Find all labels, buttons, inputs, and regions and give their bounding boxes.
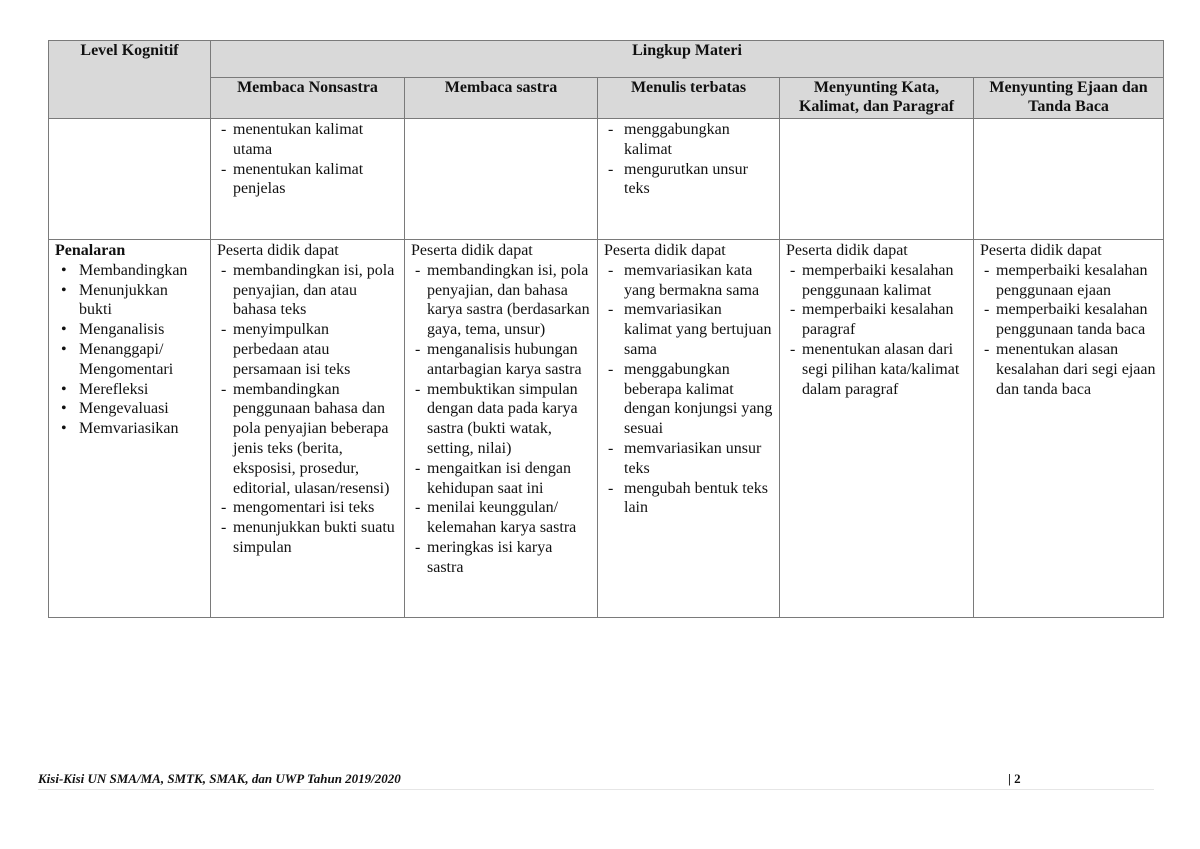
- continued-cell-menyunting-kata: [780, 119, 974, 240]
- list-item: - mengaitkan isi dengan kehidupan saat ini: [411, 459, 591, 499]
- dash-list: [980, 261, 1157, 400]
- dash-list: [217, 261, 398, 558]
- list-item: • Menanggapi/ Mengomentari: [55, 340, 204, 380]
- list-item: • Menunjukkan bukti: [55, 281, 204, 321]
- penalaran-level-cell: [49, 240, 211, 618]
- continued-cell-menulis: [598, 119, 780, 240]
- list-item: - menggabungkan beberapa kalimat dengan konjungsi yang sesuai: [604, 360, 773, 439]
- list-item: - mengomentari isi teks: [217, 498, 398, 518]
- list-item: - memperbaiki kesalahan penggunaan ejaan: [980, 261, 1157, 301]
- continued-level-cell: [49, 119, 211, 240]
- cell-intro: Peserta didik dapat: [217, 242, 339, 259]
- list-item: • Membandingkan: [55, 261, 204, 281]
- list-item: - membuktikan simpulan dengan data pada karya sastra (bukti watak, setting, nilai): [411, 380, 591, 459]
- penalaran-row: [49, 240, 1164, 618]
- list-item: • Merefleksi: [55, 380, 204, 400]
- list-item: - membandingkan isi, pola penyajian, dan atau bahasa teks: [217, 261, 398, 320]
- list-item: - menggabungkan kalimat: [604, 120, 773, 160]
- penalaran-cell-nonsastra: [211, 240, 405, 618]
- list-item: - menunjukkan bukti suatu simpulan: [217, 518, 398, 558]
- column-header: Menyunting Ejaan dan Tanda Baca: [974, 78, 1164, 119]
- column-header: Menyunting Kata, Kalimat, dan Paragraf: [780, 78, 974, 119]
- header-row-1: [49, 41, 1164, 78]
- kisi-table: [48, 40, 1164, 618]
- list-item: - mengurutkan unsur teks: [604, 160, 773, 200]
- page-footer: [38, 771, 1154, 790]
- dash-list: [786, 261, 967, 400]
- column-header: Membaca sastra: [405, 78, 598, 119]
- lingkup-materi-header: Lingkup Materi: [211, 41, 1164, 78]
- page-number: | 2: [1008, 771, 1021, 786]
- list-item: - menentukan kalimat penjelas: [217, 160, 398, 200]
- level-kognitif-header: Level Kognitif: [49, 41, 211, 119]
- list-item: - mengubah bentuk teks lain: [604, 479, 773, 519]
- continued-row: [49, 119, 1164, 240]
- penalaran-cell-sastra: [405, 240, 598, 618]
- level-title: Penalaran: [55, 242, 126, 259]
- list-item: - menentukan alasan kesalahan dari segi ejaan dan tanda baca: [980, 340, 1157, 399]
- list-item: - menilai keunggulan/ kelemahan karya sastra: [411, 498, 591, 538]
- dash-list: [411, 261, 591, 578]
- cell-intro: Peserta didik dapat: [604, 242, 726, 259]
- list-item: • Memvariasikan: [55, 419, 204, 439]
- list-item: - menentukan alasan dari segi pilihan kata/kalimat dalam paragraf: [786, 340, 967, 399]
- list-item: - memperbaiki kesalahan penggunaan kalimat: [786, 261, 967, 301]
- continued-cell-sastra: [405, 119, 598, 240]
- dash-list: [217, 120, 398, 199]
- list-item: - memperbaiki kesalahan penggunaan tanda baca: [980, 300, 1157, 340]
- list-item: - memvariasikan kalimat yang bertujuan sama: [604, 300, 773, 359]
- header-row-2: [49, 78, 1164, 119]
- footer-title: Kisi-Kisi UN SMA/MA, SMTK, SMAK, dan UWP Tahun 2019/2020: [38, 771, 401, 786]
- list-item: - memvariasikan kata yang bermakna sama: [604, 261, 773, 301]
- list-item: - memperbaiki kesalahan paragraf: [786, 300, 967, 340]
- penalaran-cell-menyunting-ejaan: [974, 240, 1164, 618]
- cell-intro: Peserta didik dapat: [411, 242, 533, 259]
- dash-list: [604, 120, 773, 199]
- column-header: Menulis terbatas: [598, 78, 780, 119]
- penalaran-cell-menyunting-kata: [780, 240, 974, 618]
- continued-cell-nonsastra: [211, 119, 405, 240]
- cell-intro: Peserta didik dapat: [786, 242, 908, 259]
- list-item: - memvariasikan unsur teks: [604, 439, 773, 479]
- penalaran-cell-menulis: [598, 240, 780, 618]
- list-item: - menyimpulkan perbedaan atau persamaan isi teks: [217, 320, 398, 379]
- level-bullet-list: [55, 261, 204, 439]
- continued-cell-menyunting-ejaan: [974, 119, 1164, 240]
- list-item: - membandingkan penggunaan bahasa dan pola penyajian beberapa jenis teks (berita, eksposisi, prosedur, editorial, ulasan/resensi): [217, 380, 398, 499]
- column-header: Membaca Nonsastra: [211, 78, 405, 119]
- list-item: • Menganalisis: [55, 320, 204, 340]
- dash-list: [604, 261, 773, 518]
- list-item: - membandingkan isi, pola penyajian, dan bahasa karya sastra (berdasarkan gaya, tema, unsur): [411, 261, 591, 340]
- list-item: - menganalisis hubungan antarbagian karya sastra: [411, 340, 591, 380]
- list-item: • Mengevaluasi: [55, 399, 204, 419]
- list-item: - menentukan kalimat utama: [217, 120, 398, 160]
- cell-intro: Peserta didik dapat: [980, 242, 1102, 259]
- list-item: - meringkas isi karya sastra: [411, 538, 591, 578]
